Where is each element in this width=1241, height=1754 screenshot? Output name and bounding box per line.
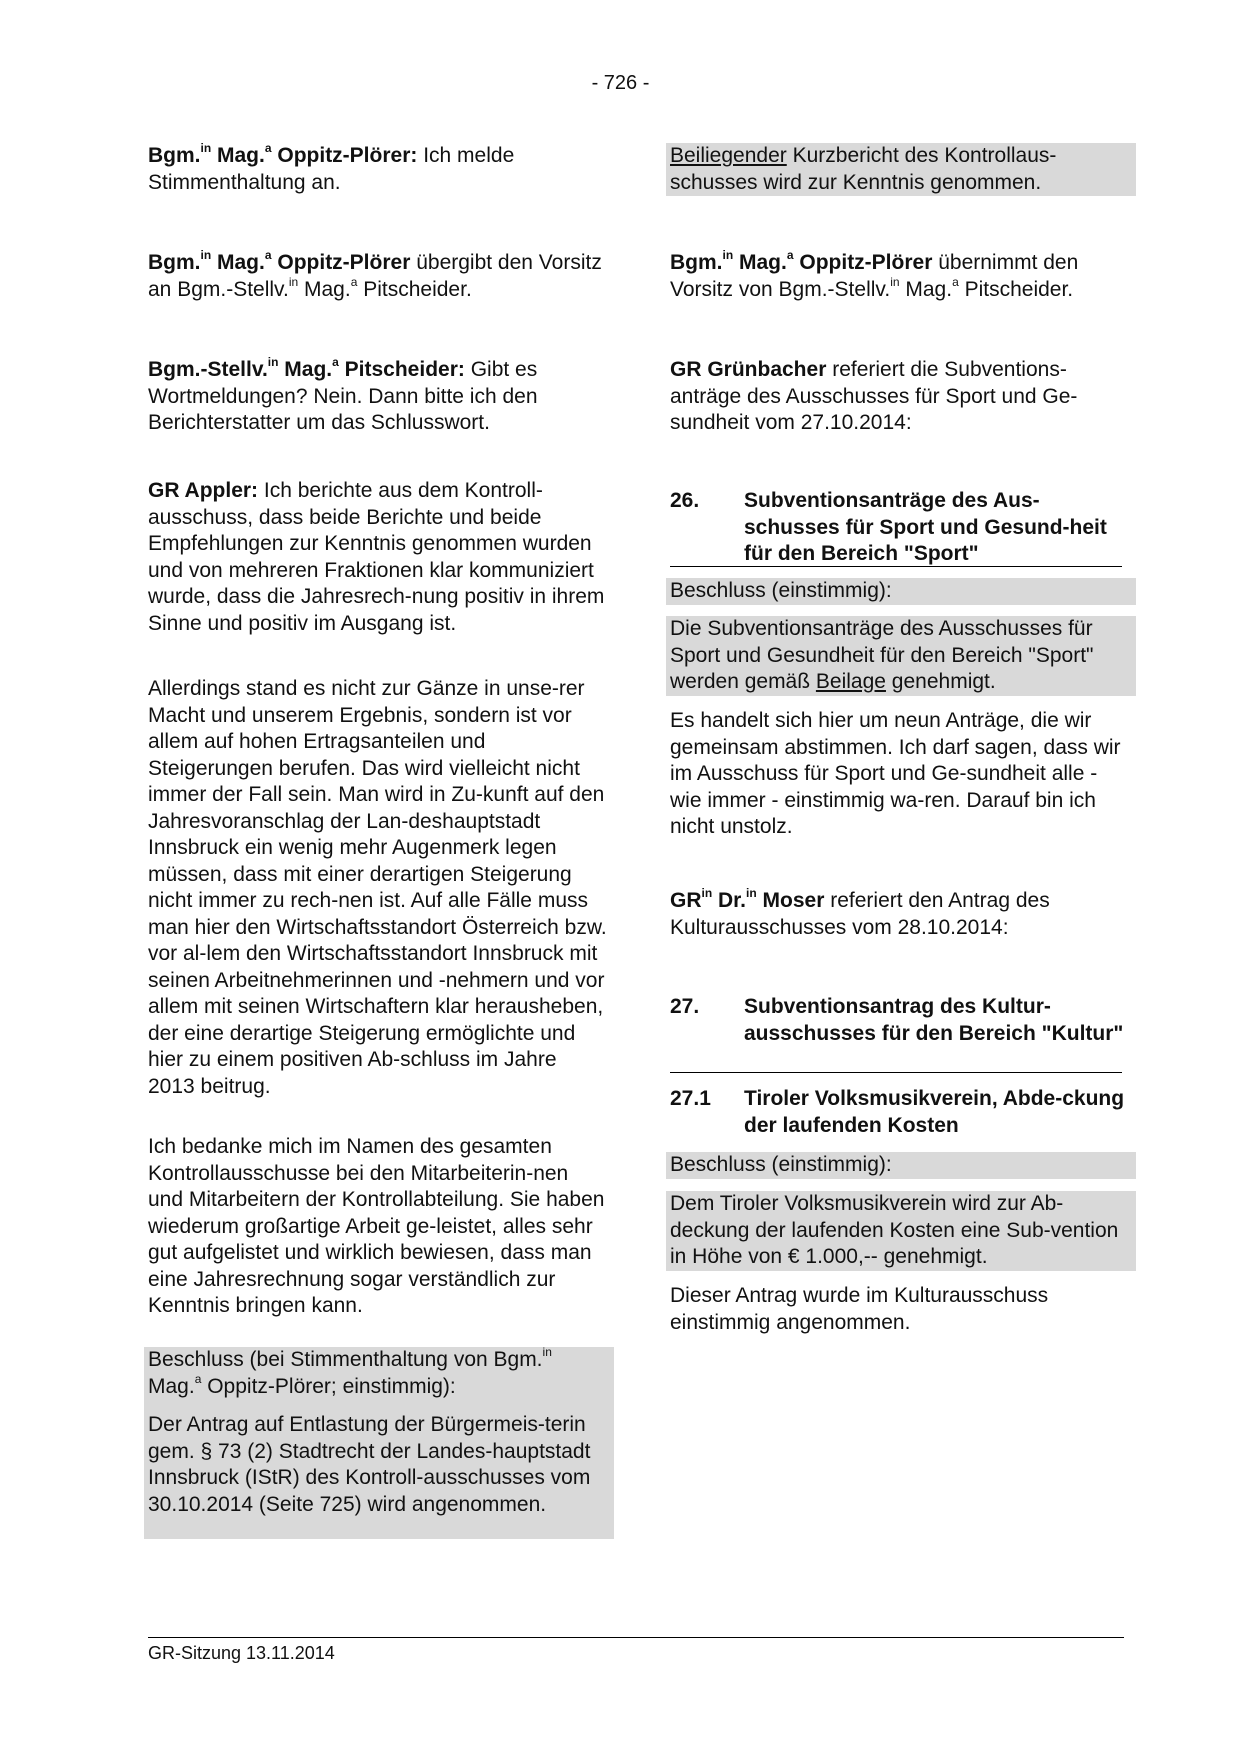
heading-26-rule [670,566,1122,567]
statement-handover-chair: Bgm.$^{in}$ Mag.$^a$ Oppitz-Plörer übergibt den Vorsitz an Bgm.-Stellv.$^{in}$ Mag.$^a$ Pitscheider. [148,248,602,301]
heading-26-title: Subventionsanträge des Aus-schusses für Sport und Gesund-heit für den Bereich "Sport" [744,489,1107,565]
paragraph-appler-2: Allerdings stand es nicht zur Gänze in unse-rer Macht und unserem Ergebnis, sondern ist vor allem auf hohen Ertragsanteilen und Steigerungen berufen. Das wird vielleicht nicht immer der Fall sein. Man wird in Zu-kunft auf den Jahresvoranschlag der Lan-deshauptstadt Innsbruck ein wenig mehr Augenmerk legen müssen, dass mit einer derartigen Steigerung nicht immer zu rech-nen ist. Auf alle Fälle muss man hier den Wirtschaftsstandort Österreich bzw. vor al-lem den Wirtschaftsstandort Innsbruck mit seinen Arbeitnehmerinnen und -nehmern und vor allem mit seinen Wirtschaftern klar herausheben, der eine derartige Steigerung ermöglichte und hier zu einem positiven Ab-schluss im Jahre 2013 beitrug. [148,677,607,1098]
heading-26-number: 26. [670,489,700,512]
heading-27-title: Subventionsantrag des Kultur-ausschusses für den Bereich "Kultur" [744,995,1124,1045]
page-number: - 726 - [591,72,650,94]
footer-rule [148,1637,1124,1638]
statement-appler: GR Appler: Ich berichte aus dem Kontroll-ausschuss, dass beide Berichte und beide Empfehlungen zur Kenntnis genommen wurden und von mehreren Fraktionen klar kommuniziert wurde, dass die Jahresrech-nung positiv in ihrem Sinne und positiv im Ausgang ist. [148,479,605,635]
footer-text: GR-Sitzung 13.11.2014 [148,1643,335,1663]
resolution-text-26: Die Subventionsanträge des Ausschusses für Sport und Gesundheit für den Bereich "Sport" werden gemäß Beilage genehmigt. [666,616,1136,696]
heading-27-rule [670,1072,1122,1073]
paragraph-moser-2: Dieser Antrag wurde im Kulturausschuss einstimmig angenommen. [670,1284,1049,1334]
attachment-link[interactable]: Beiliegender [670,144,787,167]
statement-moser: $GR^{in}$ Dr.$^{in}$ Moser referiert den Antrag des Kulturausschusses vom 28.10.2014: [670,886,1050,939]
heading-27-number: 27. [670,995,700,1018]
resolution-short-report: Beiliegender Kurzbericht des Kontrollaus-schusses wird zur Kenntnis genommen. [666,143,1136,196]
resolution-label-26: Beschluss (einstimmig): [666,578,1136,605]
resolution-box-left [144,1347,614,1539]
heading-27-1-title: Tiroler Volksmusikverein, Abde-ckung der laufenden Kosten [744,1087,1125,1137]
resolution-heading: Beschluss (bei Stimmenthaltung von Bgm.$^{in}$ Mag.$^a$ Oppitz-Plörer; einstimmig): [148,1345,552,1398]
paragraph-gruenbacher-2: Es handelt sich hier um neun Anträge, die wir gemeinsam abstimmen. Ich darf sagen, dass wir im Ausschuss für Sport und Ge-sundheit alle - wie immer - einstimmig wa-ren. Darauf bin ich nicht unstolz. [670,709,1121,838]
statement-oppitz-ploerer-abstention: Bgm.$^{in}$ Mag.$^a$ Oppitz-Plörer: Ich melde Stimmenthaltung an. [148,141,515,194]
heading-26 [670,488,1130,568]
beilage-link[interactable]: Beilage [815,670,886,693]
heading-27-1 [670,1086,1130,1139]
paragraph-appler-3: Ich bedanke mich im Namen des gesamten Kontrollausschusse bei den Mitarbeiterin-nen und Mitarbeitern der Kontrollabteilung. Sie haben wiederum großartige Arbeit ge-leistet, alles sehr gut aufgelistet und wirklich bewiesen, dass man eine Jahresrechnung sogar verständlich zur Kenntnis bringen kann. [148,1135,605,1317]
resolution-text: Der Antrag auf Entlastung der Bürgermeis-terin gem. § 73 (2) Stadtrecht der Landes-hauptstadt Innsbruck (IStR) des Kontroll-ausschusses vom 30.10.2014 (Seite 725) wird angenommen. [148,1413,591,1516]
resolution-label-27-1: Beschluss (einstimmig): [666,1152,1136,1179]
heading-27-1-number: 27.1 [670,1087,711,1110]
resolution-text-27-1: Dem Tiroler Volksmusikverein wird zur Ab-deckung der laufenden Kosten eine Sub-vention in Höhe von € 1.000,-- genehmigt. [666,1191,1136,1271]
statement-pitscheider: Bgm.-Stellv.$^{in}$ Mag.$^a$ Pitscheider: Gibt es Wortmeldungen? Nein. Dann bitte ich den Berichterstatter um das Schlusswort. [148,355,538,434]
statement-gruenbacher: GR Grünbacher referiert die Subventions-anträge des Ausschusses für Sport und Ge-sundheit vom 27.10.2014: [670,358,1078,434]
heading-27 [670,994,1130,1047]
statement-takeover-chair: Bgm.$^{in}$ Mag.$^a$ Oppitz-Plörer übernimmt den Vorsitz von Bgm.-Stellv.$^{in}$ Mag.$^a$ Pitscheider. [670,248,1079,301]
